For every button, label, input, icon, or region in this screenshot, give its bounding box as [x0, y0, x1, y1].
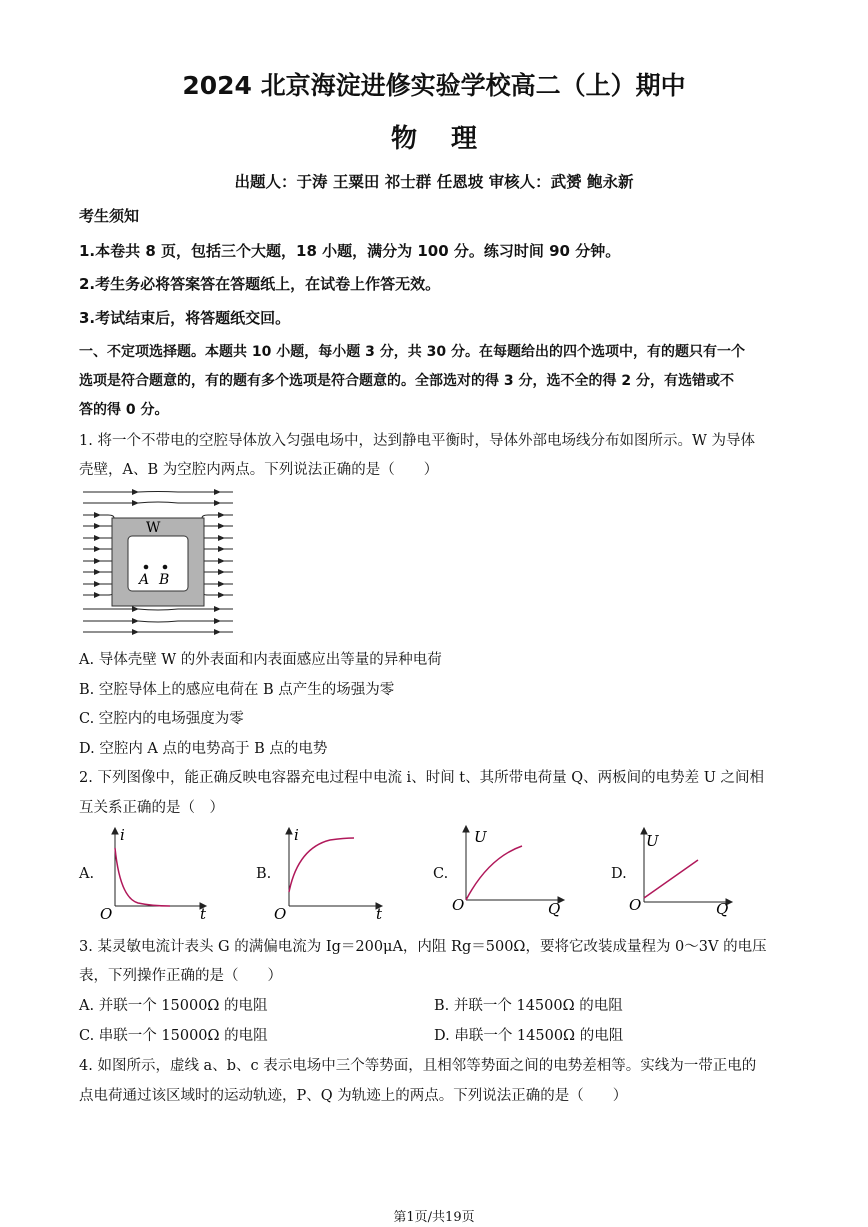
q3-option-b: B. 并联一个 14500Ω 的电阻	[434, 998, 623, 1014]
origin-label: O	[452, 896, 465, 914]
curve-a	[115, 848, 170, 906]
origin-label: O	[629, 896, 642, 914]
curve-c	[466, 846, 522, 900]
page-footer: 第1页/共19页	[393, 1210, 475, 1225]
section-1-line-3: 答的得 0 分。	[79, 402, 169, 418]
notice-item-3: 3.考试结束后，将答题纸交回。	[79, 309, 291, 327]
q1-stem-line-1: 1. 将一个不带电的空腔导体放入匀强电场中，达到静电平衡时，导体外部电场线分布如图所示。W 为导体	[79, 433, 755, 449]
shell-label: W	[146, 520, 161, 536]
q3-option-d: D. 串联一个 14500Ω 的电阻	[434, 1028, 624, 1044]
q2-graph-b	[272, 826, 392, 922]
q2-graph-a-label: A.	[79, 866, 95, 882]
notice-item-1: 1.本卷共 8 页，包括三个大题，18 小题，满分为 100 分。练习时间 90 分钟。	[79, 242, 621, 260]
q4-stem-line-1: 4. 如图所示，虚线 a、b、c 表示电场中三个等势面，且相邻等势面之间的电势差相等。实线为一带正电的	[79, 1058, 757, 1074]
q3-stem-line-1: 3. 某灵敏电流计表头 G 的满偏电流为 Ig＝200μA，内阻 Rg＝500Ω，要将它改装成量程为 0～3V 的电压	[79, 939, 767, 955]
q3-option-c: C. 串联一个 15000Ω 的电阻	[79, 1028, 268, 1044]
notice-item-2: 2.考生务必将答案答在答题纸上，在试卷上作答无效。	[79, 275, 441, 293]
q1-stem-line-2: 壳壁，A、B 为空腔内两点。下列说法正确的是（ ）	[79, 462, 439, 478]
q1-option-c: C. 空腔内的电场强度为零	[79, 711, 244, 727]
point-a-label: A	[139, 572, 150, 588]
x-axis-label: t	[200, 905, 207, 922]
cavity	[128, 536, 188, 591]
q4-stem-line-2: 点电荷通过该区域时的运动轨迹，P、Q 为轨迹上的两点。下列说法正确的是（ ）	[79, 1088, 628, 1104]
section-1-line-2: 选项是符合题意的，有的题有多个选项是符合题意的。全部选对的得 3 分，选不全的得 2 分，有选错或不	[79, 373, 734, 389]
curve-b	[289, 838, 354, 892]
q2-stem-line-2: 互关系正确的是（ ）	[79, 800, 224, 816]
y-axis-label: U	[646, 832, 659, 850]
authors-line: 出题人：于涛 王粟田 祁士群 任恩坡 审核人：武赟 鲍永新	[234, 173, 634, 191]
point-b-label: B	[159, 572, 170, 588]
x-axis-label: t	[376, 905, 383, 922]
point-a-dot	[144, 565, 149, 570]
q1-option-d: D. 空腔内 A 点的电势高于 B 点的电势	[79, 741, 328, 757]
q2-graph-a	[96, 826, 216, 922]
exam-title: 2024 北京海淀进修实验学校高二（上）期中	[182, 71, 686, 100]
y-axis-label: U	[474, 828, 487, 846]
notice-heading: 考生须知	[79, 207, 140, 225]
subject-title: 物理	[390, 124, 511, 154]
q1-field-figure	[78, 484, 240, 640]
x-axis-label: Q	[716, 900, 729, 918]
q2-graph-b-label: B.	[256, 866, 272, 882]
point-b-dot	[163, 565, 168, 570]
q1-option-b: B. 空腔导体上的感应电荷在 B 点产生的场强为零	[79, 682, 395, 698]
q3-option-a: A. 并联一个 15000Ω 的电阻	[79, 998, 268, 1014]
x-axis-label: Q	[548, 900, 561, 918]
origin-label: O	[274, 905, 287, 922]
y-axis-label: i	[120, 826, 125, 844]
line-d	[644, 860, 698, 898]
q2-graph-d-label: D.	[611, 866, 627, 882]
y-axis-label: i	[294, 826, 299, 844]
section-1-line-1: 一、不定项选择题。本题共 10 小题，每小题 3 分，共 30 分。在每题给出的四个选项中，有的题只有一个	[79, 344, 745, 360]
q3-stem-line-2: 表，下列操作正确的是（ ）	[79, 968, 282, 984]
q2-graph-c	[450, 824, 575, 920]
q2-stem-line-1: 2. 下列图像中，能正确反映电容器充电过程中电流 i、时间 t、其所带电荷量 Q、两板间的电势差 U 之间相	[79, 770, 765, 786]
q2-graph-c-label: C.	[433, 866, 449, 882]
origin-label: O	[100, 905, 113, 922]
q1-option-a: A. 导体壳壁 W 的外表面和内表面感应出等量的异种电荷	[79, 652, 442, 668]
q2-graph-d	[628, 826, 753, 922]
